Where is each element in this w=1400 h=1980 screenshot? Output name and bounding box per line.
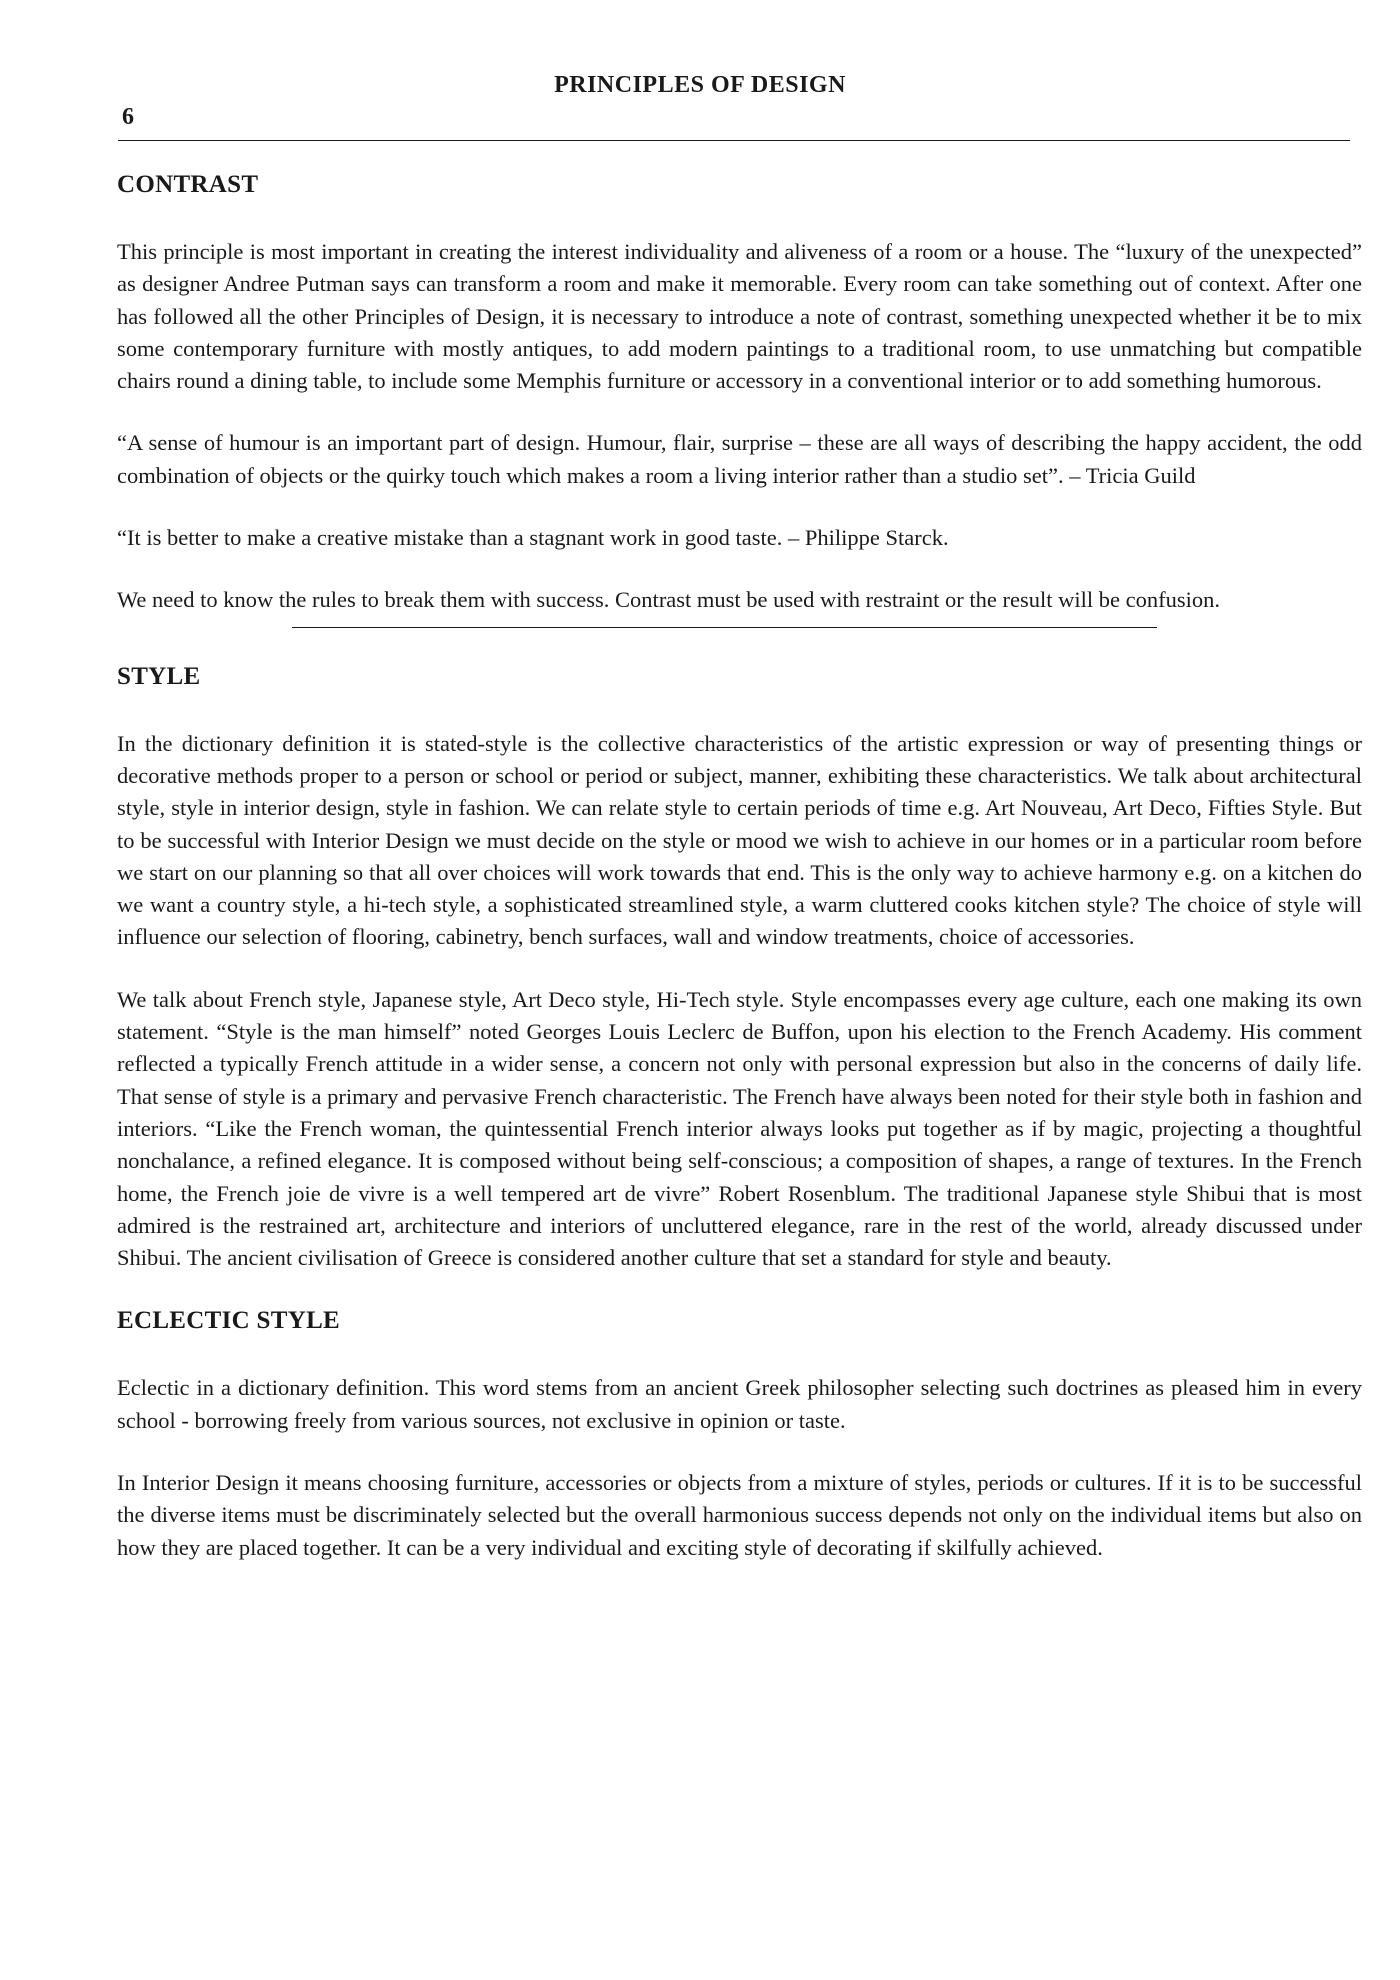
paragraph: We need to know the rules to break them with success. Contrast must be used with restraint or the result will be confusion. bbox=[117, 587, 1220, 613]
quote-paragraph: “A sense of humour is an important part of design. Humour, flair, surprise – these are all ways of describing the happy accident, the odd combination of objects or the quirky touch which makes a room a living interior rather than a studio set”. – Tricia Guild bbox=[117, 430, 1362, 488]
paragraph: In Interior Design it means choosing furniture, accessories or objects from a mixture of styles, periods or cultures. If it is to be successful the diverse items must be discriminately selected but the overall harmonious success depends not only on the individual items but also on how they are placed together. It can be a very individual and exciting style of decorating if skilfully achieved. bbox=[117, 1470, 1362, 1560]
section-heading-contrast: CONTRAST bbox=[117, 171, 259, 198]
section-style bbox=[117, 660, 1362, 1275]
running-header: PRINCIPLES OF DESIGN bbox=[554, 72, 846, 98]
paragraph: In the dictionary definition it is stated-style is the collective characteristics of the artistic expression or way of presenting things or decorative methods proper to a person or school or period or subject, manner, exhibiting these characteristics. We talk about architectural style, style in interior design, style in fashion. We can relate style to certain periods of time e.g. Art Nouveau, Art Deco, Fifties Style. But to be successful with Interior Design we must decide on the style or mood we wish to achieve in our homes or in a particular room before we start on our planning so that all over choices will work towards that end. This is the only way to achieve harmony e.g. on a kitchen do we want a country style, a hi-tech style, a sophisticated streamlined style, a warm cluttered cooks kitchen style? The choice of style will influence our selection of flooring, cabinetry, bench surfaces, wall and window treatments, choice of accessories. bbox=[117, 730, 1362, 950]
section-heading-eclectic-style: ECLECTIC STYLE bbox=[117, 1307, 341, 1335]
section-heading-style: STYLE bbox=[117, 662, 201, 690]
header-rule bbox=[118, 140, 1350, 141]
page-content bbox=[117, 168, 1362, 1594]
paragraph: Eclectic in a dictionary definition. This word stems from an ancient Greek philosopher selecting such doctrines as pleased him in every school - borrowing freely from various sources, not exclusive in opinion or taste. bbox=[117, 1375, 1362, 1433]
page-number: 6 bbox=[122, 104, 134, 130]
paragraph: This principle is most important in creating the interest individuality and aliveness of a room or a house. The “luxury of the unexpected” as designer Andree Putman says can transform a room and make it memorable. Every room can take something out of context. After one has followed all the other Principles of Design, it is necessary to introduce a note of contrast, something unexpected whether it be to mix some contemporary furniture with mostly antiques, to add modern paintings to a traditional room, to use unmatching but compatible chairs round a dining table, to include some Memphis furniture or accessory in a conventional interior or to add something humorous. bbox=[117, 239, 1362, 394]
section-contrast bbox=[117, 168, 1362, 617]
paragraph: We talk about French style, Japanese style, Art Deco style, Hi-Tech style. Style encompasses every age culture, each one making its own statement. “Style is the man himself” noted Georges Louis Leclerc de Buffon, upon his election to the French Academy. His comment reflected a typically French attitude in a wider sense, a concern not only with personal expression but also in the concerns of daily life. That sense of style is a primary and pervasive French characteristic. The French have always been noted for their style both in fashion and interiors. “Like the French woman, the quintessential French interior always looks put together as if by magic, projecting a thoughtful nonchalance, a refined elegance. It is composed without being self-conscious; a composition of shapes, a range of textures. In the French home, the French joie de vivre is a well tempered art de vivre” Robert Rosenblum. The traditional Japanese style Shibui that is most admired is the restrained art, architecture and interiors of uncluttered elegance, rare in the rest of the world, already discussed under Shibui. The ancient civilisation of Greece is considered another culture that set a standard for style and beauty. bbox=[117, 986, 1362, 1271]
quote-paragraph: “It is better to make a creative mistake than a stagnant work in good taste. – Philippe Starck. bbox=[117, 525, 949, 551]
section-divider bbox=[292, 627, 1157, 628]
section-eclectic-style bbox=[117, 1304, 1362, 1563]
